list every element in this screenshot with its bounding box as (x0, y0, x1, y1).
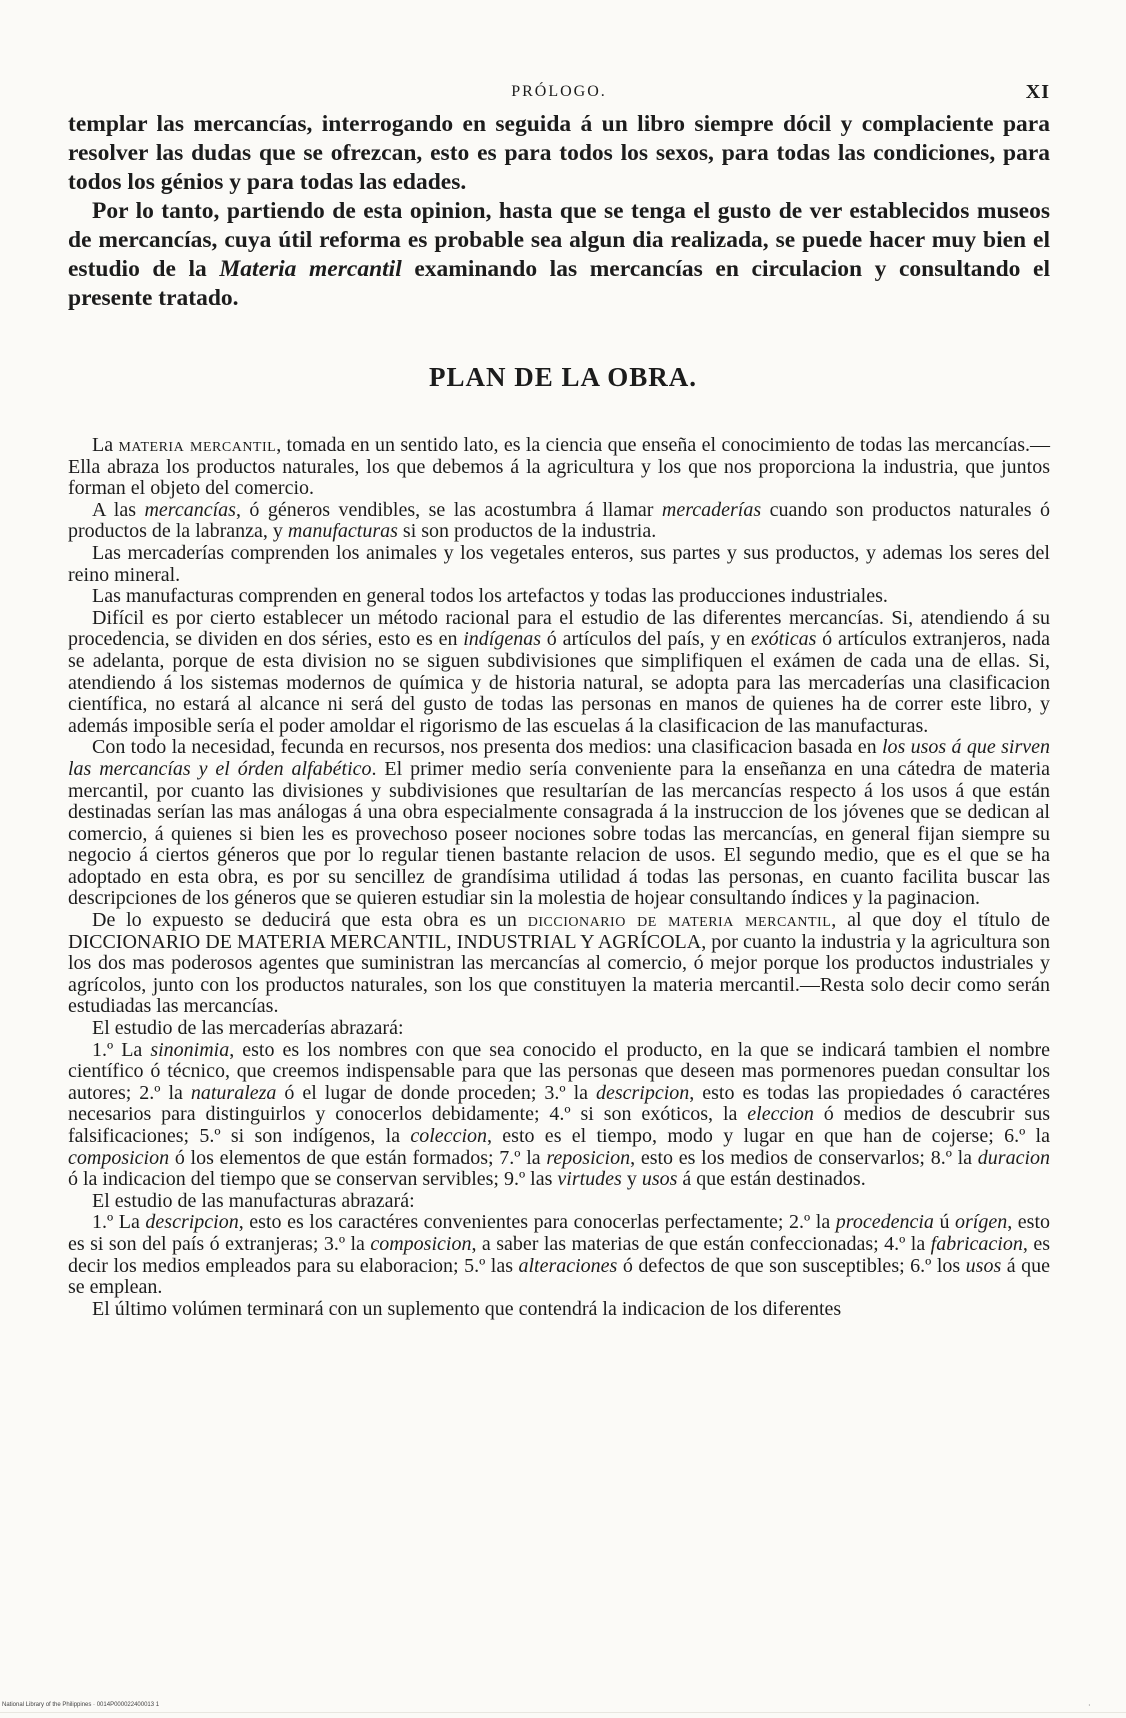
emphasis: mercaderías (661, 498, 762, 521)
emphasis: sinonimia (150, 1038, 230, 1061)
small-caps-term: materia mercantil (118, 434, 277, 456)
emphasis: coleccion (410, 1125, 487, 1147)
paragraph (68, 608, 1050, 738)
library-watermark: National Library of the Philippines · 0014P000022400013 1 (2, 1702, 160, 1708)
small-caps-term: diccionario de materia mercantil (527, 909, 832, 932)
intro-paragraph-1: templar las mercancías, interrogando en seguida á un libro siempre dócil y complaciente para resolver las dudas que se ofrezcan, esto es para todos los sexos, para todas las condiciones, para todos los génios y para todas las edades. (68, 111, 1050, 195)
intro-text (68, 110, 1050, 313)
emphasis: eleccion (747, 1103, 814, 1126)
emphasis: orígen (955, 1211, 1008, 1234)
text-run: ó medios de descubrir sus falsificaciones; 5.º si son indígenos, la (68, 1103, 1050, 1147)
work-title: DICCIONARIO DE MATERIA MERCANTIL, INDUSTRIAL Y AGRÍCOLA (68, 930, 702, 953)
emphasis: virtudes (557, 1168, 622, 1191)
text-run: 1.º La (92, 1038, 151, 1061)
emphasis: naturaleza (190, 1081, 277, 1104)
emphasis: composicion (370, 1232, 472, 1255)
text-run: , esto es los medios de conservarlos; 8.º la (630, 1146, 978, 1169)
emphasis: composicion (68, 1146, 170, 1169)
text-run: , esto es los nombres con que sea conocido el producto, en la que se indicará tambien el nombre científico ó técnico, que creemos indispensable para que las personas que deseen mas pormenores puedan consultar los autores; 2.º la (68, 1038, 1050, 1104)
emphasis: usos (641, 1168, 678, 1191)
text-run: ú (933, 1211, 956, 1234)
paragraph (68, 910, 1050, 1018)
text-run: Con todo la necesidad, fecunda en recursos, nos presenta dos medios: una clasificacion basada en (92, 736, 882, 759)
emphasis: alteraciones (518, 1254, 618, 1277)
paragraph (68, 500, 1050, 543)
emphasis: procedencia (835, 1211, 934, 1234)
text-run: Difícil es por cierto establecer un método racional para el estudio de las diferentes mercancías. Si, atendiendo á su procedencia, se dividen en dos séries, esto es en (68, 606, 1050, 651)
text-run: cuando son productos naturales ó productos de la labranza, y (68, 498, 1051, 543)
text-run: ó el lugar de donde proceden; 3.º la (276, 1081, 596, 1104)
paragraph (68, 1040, 1050, 1191)
scan-edge (0, 1712, 1126, 1713)
page-number: XI (1025, 81, 1050, 103)
emphasis: los usos á que sirven las mercancías y el órden alfabético (68, 736, 1050, 780)
text-run: , al que doy el título de (831, 909, 1050, 932)
paragraph (68, 737, 1050, 910)
section-heading: PLAN DE LA OBRA. (428, 362, 698, 392)
paragraph: Las manufacturas comprenden en general todos los artefactos y todas las producciones industriales. (92, 585, 888, 608)
paragraph: El estudio de las mercaderías abrazará: (92, 1017, 404, 1040)
text-run: , a saber las materias de que están confeccionadas; 4.º la (471, 1232, 931, 1255)
paragraph (68, 435, 1050, 500)
emphasis: indígenas (463, 628, 542, 651)
text-run: á que están destinados. (677, 1168, 866, 1191)
text-run: ó defectos de que son susceptibles; 6.º los (617, 1254, 966, 1277)
text-run: y (621, 1168, 642, 1191)
text-run: ó la indicacion del tiempo que se conservan servibles; 9.º las (68, 1168, 558, 1191)
text-run: , ó géneros vendibles, se las acostumbra á llamar (235, 498, 662, 521)
text-run: á que se emplean. (68, 1254, 1050, 1299)
text-run: ó artículos del país, y en (541, 628, 751, 651)
emphasis: fabricacion (930, 1232, 1023, 1255)
page-header (68, 83, 1050, 105)
emphasis: usos (965, 1254, 1002, 1277)
emphasis: duracion (977, 1146, 1051, 1169)
text-run: ó los elementos de que están formados; 7.º la (169, 1146, 547, 1169)
text-run: . El primer medio sería conveniente para la enseñanza en una cátedra de materia mercantil, por cuanto las divisiones y subdivisiones que resultarían de las mercancías respecto á los usos á que están destinadas serían las mas análogas á una obra especialmente consagrada á la instruccion de los jóvenes que se dedican al comercio, á quienes si bien les es provechoso poseer nociones sobre todas las mercancías, en general fijan siempre su negocio á ciertos géneros que por lo regular tienen bastante relacion de usos. El segundo medio, que es el que se ha adoptado en esta obra, es por su sencillez de grandísima utilidad á todas las personas, en cuanto facilita buscar las descripciones de los géneros que se quieren estudiar sin la molestia de hojear consultando índices y la paginacion. (68, 757, 1050, 910)
emphasis: mercancías (144, 498, 236, 521)
text-run: , es decir los medios empleados para su elaboracion; 5.º las (68, 1232, 1050, 1277)
text-run: La (92, 434, 119, 456)
text-run: ó artículos extranjeros, nada se adelanta, porque de esta division no se siguen subdivisiones que simplifiquen el exámen de cada una de ellas. Si, atendiendo á los sistemas modernos de química y de historia natural, se adopta para las mercaderías una clasificacion científica, no estará al alcance ni será del gusto de todas las personas en manos de quienes ha de correr este libro, y además imposible sería el poder amoldar el rigorismo de las escuelas á la clasificacion de las manufacturas. (68, 628, 1050, 737)
text-run: , esto es los caractéres convenientes para conocerlas perfectamente; 2.º la (238, 1211, 836, 1234)
paragraph: Las mercaderías comprenden los animales y los vegetales enteros, sus partes y sus productos, y ademas los seres del reino mineral. (68, 541, 1050, 586)
text-run: examinando las mercancías en circulacion y consultando el presente tratado. (68, 256, 1050, 311)
emphasis: descripcion (145, 1211, 239, 1234)
intro-paragraph-2 (68, 197, 1050, 313)
text-run: , esto es el tiempo, modo y lugar en que han de cojerse; 6.º la (487, 1125, 1050, 1147)
emphasis: Materia mercantil (219, 256, 402, 282)
body-text (68, 435, 1050, 1320)
running-title: PRÓLOGO. (511, 83, 607, 100)
emphasis: manufacturas (287, 520, 398, 543)
scan-mark: · (1088, 1701, 1091, 1710)
text-run: , esto es todas las propiedades ó caractéres necesarios para distinguirlos y conocerlos debidamente; 4.º si son exóticos, la (68, 1081, 1050, 1126)
text-run: 1.º La (92, 1211, 146, 1234)
text-run: , por cuanto la industria y la agricultura son los dos mas poderosos agentes que suministran las mercancías al comercio, ó mejor porque los productos industriales y agrícolos, junto con los productos naturales, son los que constituyen la materia mercantil.—Resta solo decir como serán estudiadas las mercancías. (68, 930, 1050, 1018)
emphasis: exóticas (750, 628, 817, 651)
text-run: , tomada en un sentido lato, es la ciencia que enseña el conocimiento de todas las mercancías.—Ella abraza los productos naturales, los que debemos á la agricultura y los que nos proporciona la industria, que juntos forman el objeto del comercio. (68, 434, 1050, 500)
paragraph: El último volúmen terminará con un suplemento que contendrá la indicacion de los diferentes (92, 1297, 842, 1320)
text-run: Por lo tanto, partiendo de esta opinion, hasta que se tenga el gusto de ver establecidos museos de mercancías, cuya útil reforma es probable sea algun dia realizada, se puede hacer muy bien el estudio de la (68, 198, 1050, 282)
emphasis: reposicion (546, 1146, 631, 1169)
text-run: si son productos de la industria. (397, 520, 657, 543)
text-run: A las (92, 498, 145, 521)
text-run: , esto es si son del país ó extranjeras; 3.º la (68, 1211, 1051, 1255)
paragraph: El estudio de las manufacturas abrazará: (92, 1189, 415, 1212)
paragraph (68, 1212, 1050, 1298)
emphasis: descripcion (595, 1081, 690, 1104)
text-run: De lo expuesto se deducirá que esta obra es un (92, 909, 528, 932)
